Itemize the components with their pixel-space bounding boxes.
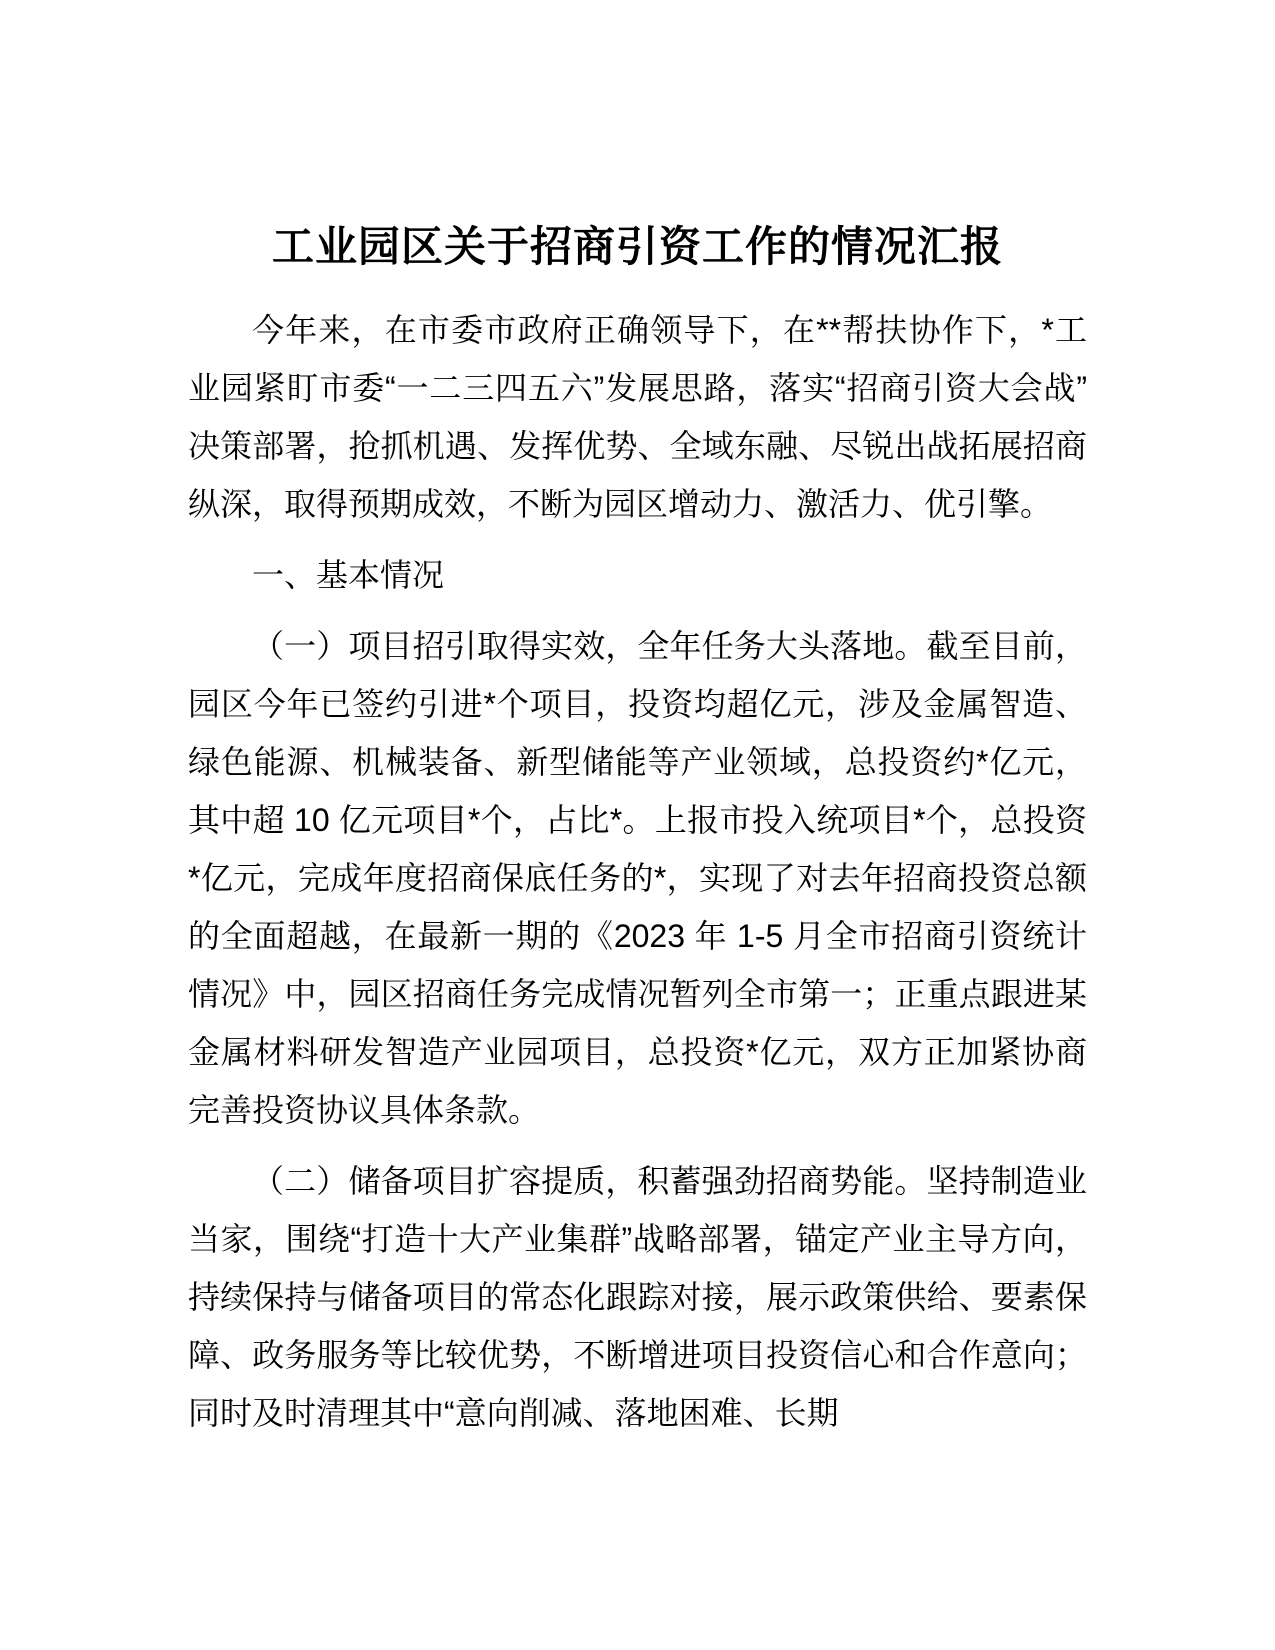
intro-paragraph: 今年来，在市委市政府正确领导下，在**帮扶协作下，*工业园紧盯市委“一二三四五六”发展思路，落实“招商引资大会战”决策部署，抢抓机遇、发挥优势、全域东融、尽锐出战拓展招商纵深，取得预期成效，不断为园区增动力、激活力、优引擎。 (188, 312, 1087, 522)
section1-paragraph-2: （二）储备项目扩容提质，积蓄强劲招商势能。坚持制造业当家，围绕“打造十大产业集群”战略部署，锚定产业主导方向，持续保持与储备项目的常态化跟踪对接，展示政策供给、要素保障、政务服务等比较优势，不断增进项目投资信心和合作意向；同时及时清理其中“意向削减、落地困难、长期 (188, 1163, 1087, 1431)
document-title: 工业园区关于招商引资工作的情况汇报 (271, 223, 1003, 270)
section-heading-basic-situation: 一、基本情况 (252, 557, 445, 593)
section1-paragraph-1: （一）项目招引取得实效，全年任务大头落地。截至目前，园区今年已签约引进*个项目，投资均超亿元，涉及金属智造、绿色能源、机械装备、新型储能等产业领域，总投资约*亿元，其中超 10 亿元项目*个，占比*。上报市投入统项目*个，总投资*亿元，完成年度招商保底任务的*，实现了对去年招商投资总额的全面超越，在最新一期的《2023 年 1-5 月全市招商引资统计情况》中，园区招商任务完成情况暂列全市第一；正重点跟进某金属材料研发智造产业园项目，总投资*亿元，双方正加紧协商完善投资协议具体条款。 (188, 628, 1087, 1128)
